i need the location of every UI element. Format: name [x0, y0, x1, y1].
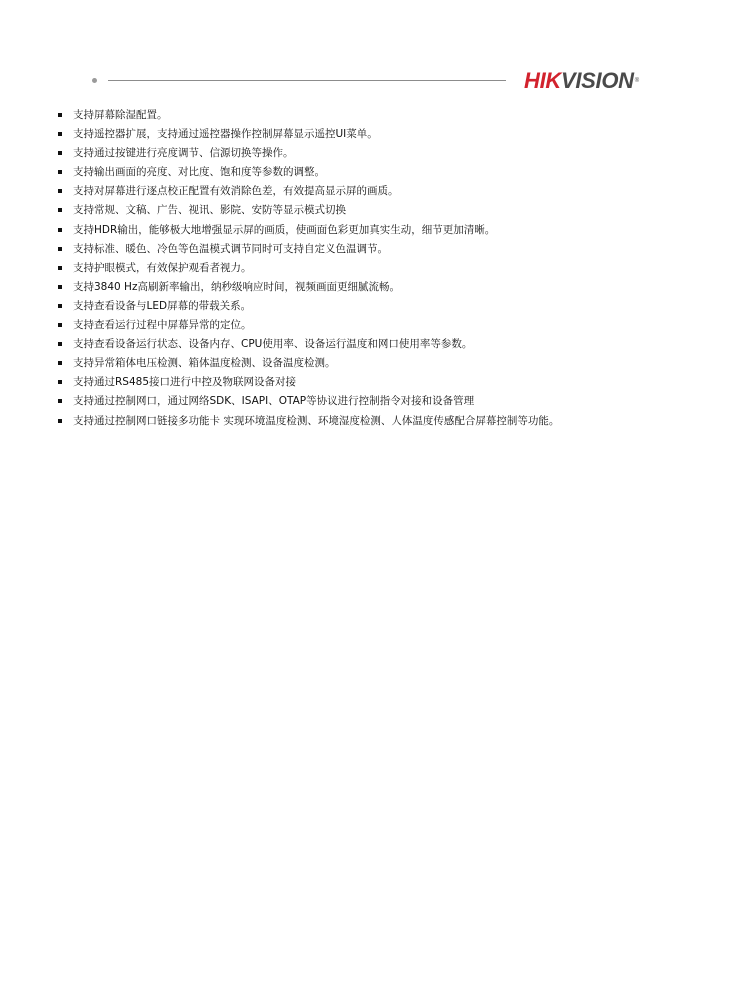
- feature-text: 支持HDR输出，能够极大地增强显示屏的画质，使画面色彩更加真实生动，细节更加清晰。: [73, 223, 496, 236]
- logo-text-gray: VISION: [561, 68, 634, 93]
- list-item: [0, 392, 750, 411]
- feature-text: 支持护眼模式，有效保护观看者视力。: [73, 261, 252, 274]
- logo-registered-mark: ®: [634, 78, 639, 84]
- feature-text: 支持查看运行过程中屏幕异常的定位。: [73, 319, 252, 332]
- feature-text: 支持通过控制网口，通过网络SDK、ISAPI、OTAP等协议进行控制指令对接和设备管理: [73, 395, 475, 408]
- feature-text: 支持通过RS485接口进行中控及物联网设备对接: [73, 376, 297, 389]
- list-item: [0, 221, 750, 240]
- list-item: [0, 354, 750, 373]
- list-item: [0, 163, 750, 182]
- feature-list: [0, 106, 750, 431]
- feature-text: 支持查看设备运行状态、设备内存、CPU使用率、设备运行温度和网口使用率等参数。: [73, 338, 473, 351]
- feature-text: 支持遥控器扩展，支持通过遥控器操作控制屏幕显示遥控UI菜单。: [73, 128, 378, 141]
- hikvision-logo: [524, 68, 639, 94]
- square-bullet-icon: [58, 266, 62, 270]
- feature-text: 支持3840 Hz高刷新率输出，纳秒级响应时间，视频画面更细腻流畅。: [73, 280, 400, 293]
- feature-text: 支持屏幕除湿配置。: [73, 109, 168, 121]
- square-bullet-icon: [58, 151, 62, 155]
- logo-text-red: HIK: [524, 68, 561, 93]
- square-bullet-icon: [58, 419, 62, 423]
- square-bullet-icon: [58, 170, 62, 174]
- square-bullet-icon: [58, 342, 62, 346]
- feature-text: 支持异常箱体电压检测、箱体温度检测、设备温度检测。: [73, 357, 336, 370]
- square-bullet-icon: [58, 380, 62, 384]
- list-item: [0, 125, 750, 144]
- feature-text: 支持查看设备与LED屏幕的带载关系。: [73, 299, 252, 312]
- square-bullet-icon: [58, 113, 62, 117]
- square-bullet-icon: [58, 399, 62, 403]
- list-item: [0, 259, 750, 278]
- square-bullet-icon: [58, 304, 62, 308]
- list-item: [0, 297, 750, 316]
- list-item: [0, 412, 750, 431]
- list-item: [0, 373, 750, 392]
- feature-text: 支持常规、文稿、广告、视讯、影院、安防等显示模式切换: [73, 204, 346, 217]
- list-item: [0, 335, 750, 354]
- square-bullet-icon: [58, 189, 62, 193]
- feature-text: 支持通过按键进行亮度调节、信源切换等操作。: [73, 147, 294, 160]
- list-item: [0, 106, 750, 125]
- list-item: [0, 240, 750, 259]
- feature-text: 支持标准、暖色、冷色等色温模式调节同时可支持自定义色温调节。: [73, 242, 388, 255]
- square-bullet-icon: [58, 285, 62, 289]
- list-item: [0, 201, 750, 220]
- square-bullet-icon: [58, 361, 62, 365]
- header-bullet-dot: [92, 78, 97, 83]
- square-bullet-icon: [58, 228, 62, 232]
- feature-text: 支持对屏幕进行逐点校正配置有效消除色差，有效提高显示屏的画质。: [73, 185, 399, 198]
- feature-text: 支持通过控制网口链接多功能卡 实现环境温度检测、环境湿度检测、人体温度传感配合屏幕控制等功能。: [73, 414, 560, 427]
- square-bullet-icon: [58, 247, 62, 251]
- feature-text: 支持输出画面的亮度、对比度、饱和度等参数的调整。: [73, 166, 325, 179]
- list-item: [0, 316, 750, 335]
- header-divider-line: [108, 80, 506, 81]
- square-bullet-icon: [58, 132, 62, 136]
- list-item: [0, 144, 750, 163]
- square-bullet-icon: [58, 208, 62, 212]
- list-item: [0, 182, 750, 201]
- square-bullet-icon: [58, 323, 62, 327]
- page-header: [0, 0, 750, 100]
- list-item: [0, 278, 750, 297]
